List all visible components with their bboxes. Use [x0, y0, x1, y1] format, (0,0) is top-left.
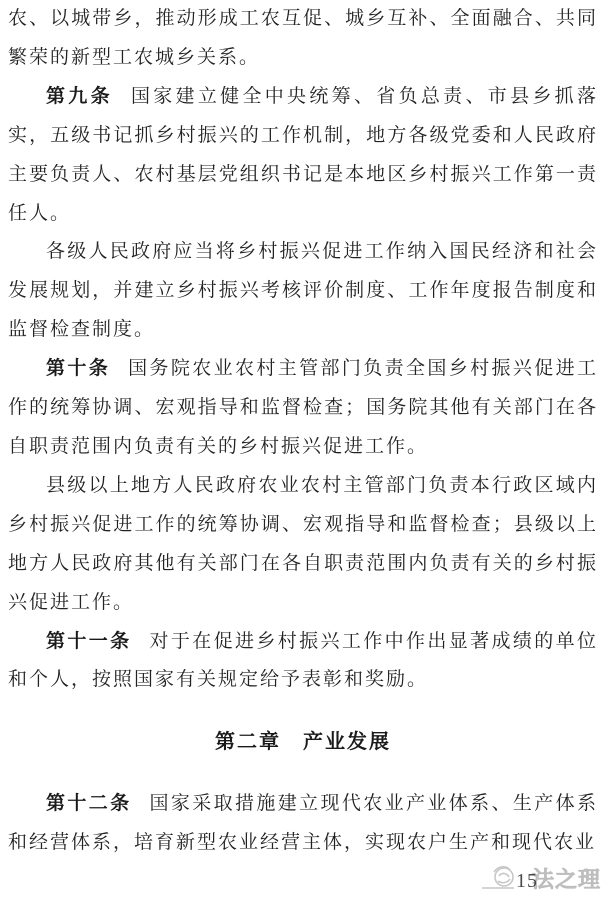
- article-10-number: 第十条: [46, 358, 111, 380]
- paragraph-continued: 农、以城带乡，推动形成工农互促、城乡互补、全面融合、共同繁荣的新型工农城乡关系。: [8, 8, 598, 68]
- article-12-text: 国家采取措施建立现代农业产业体系、生产体系和经营体系，培育新型农业经营主体，实现农户生产和现代农业: [8, 793, 598, 854]
- paragraph-article-11: [8, 623, 598, 701]
- watermark-text: 法之理: [531, 867, 601, 892]
- article-11-number: 第十一条: [46, 630, 132, 652]
- page-number: 15: [515, 870, 538, 892]
- page-footer: [480, 862, 601, 892]
- paragraph-article-9: [8, 78, 598, 234]
- paragraph-article-12: [8, 785, 598, 863]
- paragraph-body: 县级以上地方人民政府农业农村主管部门负责本行政区域内乡村振兴促进工作的统筹协调、宏观指导和监督检查；县级以上地方人民政府其他有关部门在各自职责范围内负责有关的乡村振兴促进工作。: [8, 474, 598, 613]
- article-12-number: 第十二条: [46, 793, 132, 815]
- article-10-text: 国务院农业农村主管部门负责全国乡村振兴促进工作的统筹协调、宏观指导和监督检查；国务院其他有关部门在各自职责范围内负责有关的乡村振兴促进工作。: [8, 358, 598, 457]
- article-9-text: 国家建立健全中央统筹、省负总责、市县乡抓落实，五级书记抓乡村振兴的工作机制，地方各级党委和人民政府主要负责人、农村基层党组织书记是本地区乡村振兴工作第一责任人。: [8, 85, 598, 224]
- paragraph-article-10: [8, 350, 598, 467]
- article-9-number: 第九条: [46, 85, 113, 107]
- chapter-heading: 第二章 产业发展: [215, 731, 391, 754]
- paragraph-body: 各级人民政府应当将乡村振兴促进工作纳入国民经济和社会发展规划，并建立乡村振兴考核评价制度、工作年度报告制度和监督检查制度。: [8, 241, 598, 341]
- article-11-text: 对于在促进乡村振兴工作中作出显著成绩的单位和个人，按照国家有关规定给予表彰和奖励。: [8, 630, 598, 691]
